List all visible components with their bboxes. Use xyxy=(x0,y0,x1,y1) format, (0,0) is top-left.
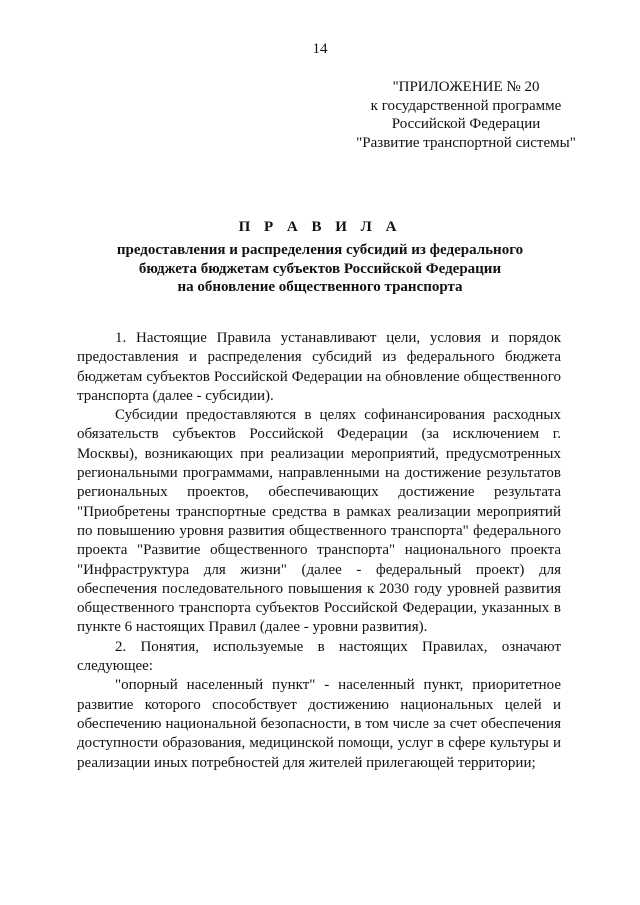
appendix-line: "Развитие транспортной системы" xyxy=(356,134,576,151)
appendix-line: Российской Федерации xyxy=(391,116,541,132)
page-number: 14 xyxy=(312,41,328,57)
paragraph-2: Субсидии предоставляются в целях софинансирования расходных обязательств субъектов Российской Федерации (за исключением г. Москвы), возникающих при реализации мероприятий, предусмотренных региональными программами, направленными на достижение результатов региональных проектов, обеспечивающих достижение результата "Приобретены транспортные средства в рамках реализации мероприятий по повышению уровня развития общественного транспорта" федерального проекта "Развитие общественного транспорта" национального проекта "Инфраструктура для жизни" (далее - федеральный проект) для обеспечения последовательного повышения к 2030 году уровней развития общественного транспорта субъектов Российской Федерации, указанных в пункте 6 настоящих Правил (далее - уровни развития). xyxy=(77,407,561,636)
appendix-line: "ПРИЛОЖЕНИЕ № 20 xyxy=(392,79,540,95)
document-body xyxy=(77,329,561,773)
subtitle-line: предоставления и распределения субсидий из федерального xyxy=(116,242,524,258)
paragraph-1: 1. Настоящие Правила устанавливают цели, условия и порядок предоставления и распределения субсидий из федерального бюджета бюджетам субъектов Российской Федерации на обновление общественного транспорта (далее - субсидии). xyxy=(77,330,561,404)
subtitle-line: бюджета бюджетам субъектов Российской Федерации xyxy=(138,260,502,277)
paragraph-4: "опорный населенный пункт" - населенный пункт, приоритетное развитие которого способствует достижению национальных целей и обеспечению национальной безопасности, в том числе за счет обеспечения доступности образования, медицинской помощи, услуг в сфере культуры и реализации иных потребностей для жителей прилегающей территории; xyxy=(77,677,561,771)
appendix-line: к государственной программе xyxy=(370,97,562,114)
document-subtitle xyxy=(80,241,560,297)
document-title: П Р А В И Л А xyxy=(238,219,402,235)
appendix-block xyxy=(316,78,616,152)
subtitle-line: на обновление общественного транспорта xyxy=(177,279,463,295)
paragraph-3: 2. Понятия, используемые в настоящих Правилах, означают следующее: xyxy=(77,638,561,675)
